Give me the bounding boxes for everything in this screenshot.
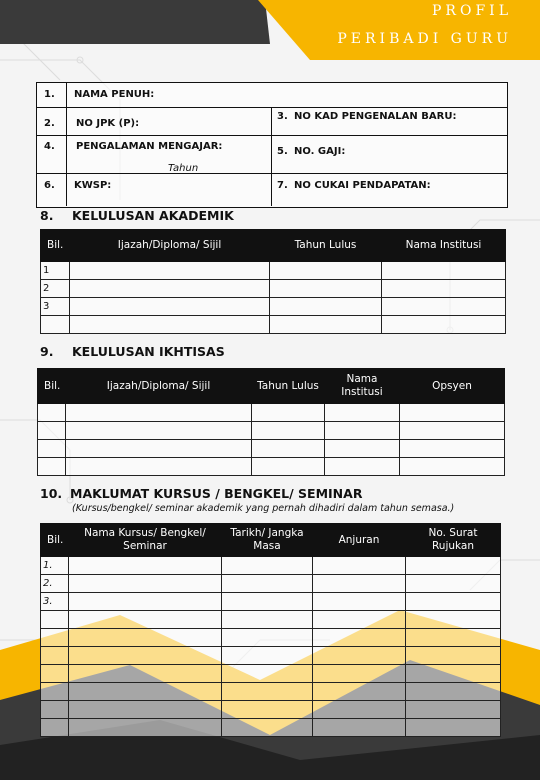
academic-table	[40, 229, 506, 334]
table-cell[interactable]	[222, 575, 313, 593]
table-cell[interactable]	[270, 280, 382, 298]
table-cell[interactable]	[400, 458, 505, 476]
s8-header-institution: Nama Institusi	[382, 230, 506, 262]
field-5-number: 5.	[277, 146, 288, 157]
row-number	[41, 611, 69, 629]
table-cell[interactable]	[222, 665, 313, 683]
table-cell[interactable]	[69, 611, 222, 629]
table-cell[interactable]	[313, 701, 406, 719]
s9-header-year: Tahun Lulus	[252, 369, 325, 404]
table-cell[interactable]	[313, 647, 406, 665]
table-cell[interactable]	[313, 629, 406, 647]
s9-number: 9.	[40, 344, 54, 359]
header-title-line1: PROFIL	[432, 3, 512, 19]
table-cell[interactable]	[406, 593, 501, 611]
experience-blank-line	[108, 173, 164, 174]
row-number	[38, 404, 66, 422]
table-cell[interactable]	[222, 683, 313, 701]
table-cell[interactable]	[69, 683, 222, 701]
field-experience-label: PENGALAMAN MENGAJAR:	[76, 141, 223, 152]
table-row	[41, 719, 501, 737]
table-row	[41, 575, 501, 593]
table-cell[interactable]	[406, 629, 501, 647]
table-cell[interactable]	[406, 719, 501, 737]
table-cell[interactable]	[382, 298, 506, 316]
row-number	[41, 316, 70, 334]
table-row	[41, 611, 501, 629]
table-cell[interactable]	[313, 557, 406, 575]
field-name-label: NAMA PENUH:	[74, 89, 155, 100]
field-1-number: 1.	[44, 89, 55, 100]
field-ic-label: NO KAD PENGENALAN BARU:	[294, 111, 457, 122]
s9-header-option: Opsyen	[400, 369, 505, 404]
personal-divider-2b	[271, 135, 507, 136]
table-cell[interactable]	[406, 611, 501, 629]
table-cell[interactable]	[270, 316, 382, 334]
header-title-line2: PERIBADI GURU	[337, 31, 512, 47]
row-number: 2	[41, 280, 70, 298]
table-cell[interactable]	[313, 683, 406, 701]
s8-header-year: Tahun Lulus	[270, 230, 382, 262]
table-cell[interactable]	[382, 280, 506, 298]
table-cell[interactable]	[313, 611, 406, 629]
table-row	[38, 458, 505, 476]
professional-table	[37, 368, 505, 476]
table-cell[interactable]	[406, 647, 501, 665]
table-cell[interactable]	[69, 575, 222, 593]
table-cell[interactable]	[270, 298, 382, 316]
table-cell[interactable]	[252, 404, 325, 422]
row-number	[38, 458, 66, 476]
s9-header-qualification: Ijazah/Diploma/ Sijil	[66, 369, 252, 404]
table-cell[interactable]	[222, 719, 313, 737]
row-number	[41, 665, 69, 683]
s8-header-bil: Bil.	[41, 230, 70, 262]
table-row	[38, 440, 505, 458]
table-cell[interactable]	[313, 719, 406, 737]
s10-subtitle: (Kursus/bengkel/ seminar akademik yang pernah dihadiri dalam tahun semasa.)	[72, 503, 455, 514]
table-cell[interactable]	[252, 422, 325, 440]
row-number	[41, 719, 69, 737]
s8-header-qualification: Ijazah/Diploma/ Sijil	[70, 230, 270, 262]
table-cell[interactable]	[406, 665, 501, 683]
table-cell[interactable]	[70, 280, 270, 298]
field-salary-label: NO. GAJI:	[294, 146, 346, 157]
table-row	[41, 701, 501, 719]
table-cell[interactable]	[325, 404, 400, 422]
table-cell[interactable]	[325, 440, 400, 458]
table-cell[interactable]	[406, 557, 501, 575]
table-cell[interactable]	[406, 575, 501, 593]
row-number	[38, 422, 66, 440]
table-cell[interactable]	[222, 611, 313, 629]
table-cell[interactable]	[222, 557, 313, 575]
table-cell[interactable]	[70, 262, 270, 280]
table-cell[interactable]	[313, 575, 406, 593]
table-cell[interactable]	[400, 404, 505, 422]
table-cell[interactable]	[69, 665, 222, 683]
table-cell[interactable]	[406, 701, 501, 719]
table-cell[interactable]	[325, 422, 400, 440]
table-cell[interactable]	[222, 593, 313, 611]
table-cell[interactable]	[69, 647, 222, 665]
row-number	[38, 440, 66, 458]
s10-header-organizer: Anjuran	[313, 524, 406, 557]
table-cell[interactable]	[400, 422, 505, 440]
row-number: 1.	[41, 557, 69, 575]
table-cell[interactable]	[222, 701, 313, 719]
table-row	[41, 593, 501, 611]
courses-table	[40, 523, 501, 737]
row-number	[41, 701, 69, 719]
s10-header-course: Nama Kursus/ Bengkel/ Seminar	[69, 524, 222, 557]
table-row	[41, 647, 501, 665]
table-row	[41, 280, 506, 298]
table-cell[interactable]	[325, 458, 400, 476]
s9-title: KELULUSAN IKHTISAS	[72, 344, 225, 359]
s9-header-bil: Bil.	[38, 369, 66, 404]
table-cell[interactable]	[70, 298, 270, 316]
table-row	[38, 404, 505, 422]
s8-number: 8.	[40, 208, 54, 223]
table-row	[41, 262, 506, 280]
table-cell[interactable]	[252, 440, 325, 458]
table-cell[interactable]	[69, 557, 222, 575]
table-cell[interactable]	[313, 593, 406, 611]
s10-header-bil: Bil.	[41, 524, 69, 557]
field-7-number: 7.	[277, 180, 288, 191]
field-2-number: 2.	[44, 118, 55, 129]
table-cell[interactable]	[66, 422, 252, 440]
s10-title: MAKLUMAT KURSUS / BENGKEL/ SEMINAR	[70, 486, 363, 501]
table-cell[interactable]	[222, 647, 313, 665]
personal-vdivider-mid	[271, 107, 272, 206]
table-cell[interactable]	[222, 629, 313, 647]
field-tax-label: NO CUKAI PENDAPATAN:	[294, 180, 431, 191]
table-cell[interactable]	[66, 440, 252, 458]
table-cell[interactable]	[69, 701, 222, 719]
table-row	[41, 683, 501, 701]
field-3-number: 3.	[277, 111, 288, 122]
table-cell[interactable]	[69, 719, 222, 737]
table-cell[interactable]	[69, 593, 222, 611]
table-cell[interactable]	[70, 316, 270, 334]
s10-header-reference: No. Surat Rujukan	[406, 524, 501, 557]
row-number: 3	[41, 298, 70, 316]
header-dark-band	[0, 0, 270, 44]
row-number: 1	[41, 262, 70, 280]
s8-title: KELULUSAN AKADEMIK	[72, 208, 234, 223]
row-number: 3.	[41, 593, 69, 611]
row-number	[41, 683, 69, 701]
table-cell[interactable]	[66, 458, 252, 476]
table-row	[38, 422, 505, 440]
row-number	[41, 629, 69, 647]
table-row	[41, 665, 501, 683]
row-number	[41, 647, 69, 665]
table-cell[interactable]	[406, 683, 501, 701]
personal-divider-2	[36, 135, 271, 136]
s9-header-institution: Nama Institusi	[325, 369, 400, 404]
experience-unit: Tahun	[168, 163, 199, 174]
field-jpk-label: NO JPK (P):	[76, 118, 140, 129]
table-cell[interactable]	[252, 458, 325, 476]
field-4-number: 4.	[44, 141, 55, 152]
table-row	[41, 298, 506, 316]
table-row	[41, 557, 501, 575]
s10-number: 10.	[40, 486, 63, 501]
table-cell[interactable]	[270, 262, 382, 280]
table-cell[interactable]	[382, 316, 506, 334]
table-cell[interactable]	[66, 404, 252, 422]
table-row	[41, 316, 506, 334]
table-cell[interactable]	[400, 440, 505, 458]
field-kwsp-label: KWSP:	[74, 180, 112, 191]
row-number: 2.	[41, 575, 69, 593]
table-row	[41, 629, 501, 647]
field-6-number: 6.	[44, 180, 55, 191]
table-cell[interactable]	[382, 262, 506, 280]
table-cell[interactable]	[313, 665, 406, 683]
personal-vdivider-left	[66, 82, 67, 206]
s10-header-date: Tarikh/ Jangka Masa	[222, 524, 313, 557]
table-cell[interactable]	[69, 629, 222, 647]
